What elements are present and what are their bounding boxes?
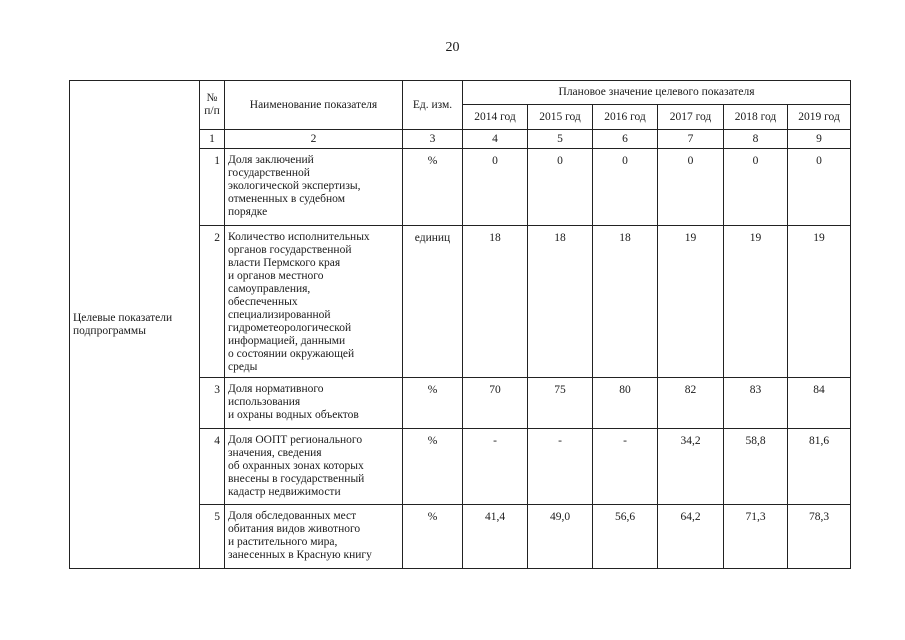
section-label: Целевые показатели подпрограммы	[70, 81, 200, 569]
indicator-name: Доля ООПТ регионального значения, сведения об охранных зонах которых внесены в государственный кадастр недвижимости	[225, 429, 403, 505]
year-header: 2017 год	[658, 105, 724, 130]
value-cell: 56,6	[593, 505, 658, 569]
value-cell: 70	[463, 378, 528, 429]
value-cell: 75	[528, 378, 593, 429]
value-cell: 81,6	[788, 429, 851, 505]
indicator-name: Доля обследованных мест обитания видов животного и растительного мира, занесенных в Красную книгу	[225, 505, 403, 569]
column-number: 3	[403, 130, 463, 149]
indicator-name: Доля нормативного использования и охраны водных объектов	[225, 378, 403, 429]
column-number: 5	[528, 130, 593, 149]
value-cell: 18	[593, 226, 658, 378]
value-cell: 19	[724, 226, 788, 378]
value-cell: 19	[788, 226, 851, 378]
value-cell: 41,4	[463, 505, 528, 569]
value-cell: 80	[593, 378, 658, 429]
value-cell: -	[463, 429, 528, 505]
value-cell: -	[528, 429, 593, 505]
year-header: 2019 год	[788, 105, 851, 130]
value-cell: 18	[528, 226, 593, 378]
value-cell: 0	[528, 149, 593, 226]
value-cell: 78,3	[788, 505, 851, 569]
unit-value: %	[403, 149, 463, 226]
row-number: 2	[200, 226, 225, 378]
year-header: 2015 год	[528, 105, 593, 130]
value-cell: 71,3	[724, 505, 788, 569]
value-cell: 0	[463, 149, 528, 226]
col-header-planned: Плановое значение целевого показателя	[463, 81, 851, 105]
value-cell: 58,8	[724, 429, 788, 505]
year-header: 2018 год	[724, 105, 788, 130]
value-cell: 18	[463, 226, 528, 378]
row-number: 3	[200, 378, 225, 429]
value-cell: -	[593, 429, 658, 505]
value-cell: 64,2	[658, 505, 724, 569]
value-cell: 83	[724, 378, 788, 429]
unit-value: %	[403, 429, 463, 505]
value-cell: 0	[724, 149, 788, 226]
value-cell: 84	[788, 378, 851, 429]
page-number: 20	[445, 40, 460, 55]
row-number: 5	[200, 505, 225, 569]
row-number: 1	[200, 149, 225, 226]
value-cell: 82	[658, 378, 724, 429]
value-cell: 34,2	[658, 429, 724, 505]
value-cell: 0	[658, 149, 724, 226]
value-cell: 0	[593, 149, 658, 226]
col-header-unit: Ед. изм.	[403, 81, 463, 130]
column-number: 2	[225, 130, 403, 149]
value-cell: 19	[658, 226, 724, 378]
year-header: 2014 год	[463, 105, 528, 130]
indicator-name: Количество исполнительных органов государственной власти Пермского края и органов местного самоуправления, обеспеченных специализированной гидрометеорологической информацией, данными о состоянии окружающей среды	[225, 226, 403, 378]
column-number: 7	[658, 130, 724, 149]
indicators-table	[69, 80, 851, 569]
column-number: 8	[724, 130, 788, 149]
unit-value: %	[403, 505, 463, 569]
column-number: 6	[593, 130, 658, 149]
unit-value: единиц	[403, 226, 463, 378]
year-header: 2016 год	[593, 105, 658, 130]
column-number: 9	[788, 130, 851, 149]
col-header-name: Наименование показателя	[225, 81, 403, 130]
col-header-num: № п/п	[200, 81, 225, 130]
unit-value: %	[403, 378, 463, 429]
value-cell: 49,0	[528, 505, 593, 569]
row-number: 4	[200, 429, 225, 505]
column-number: 1	[200, 130, 225, 149]
value-cell: 0	[788, 149, 851, 226]
column-number: 4	[463, 130, 528, 149]
indicator-name: Доля заключений государственной экологической экспертизы, отмененных в судебном порядке	[225, 149, 403, 226]
